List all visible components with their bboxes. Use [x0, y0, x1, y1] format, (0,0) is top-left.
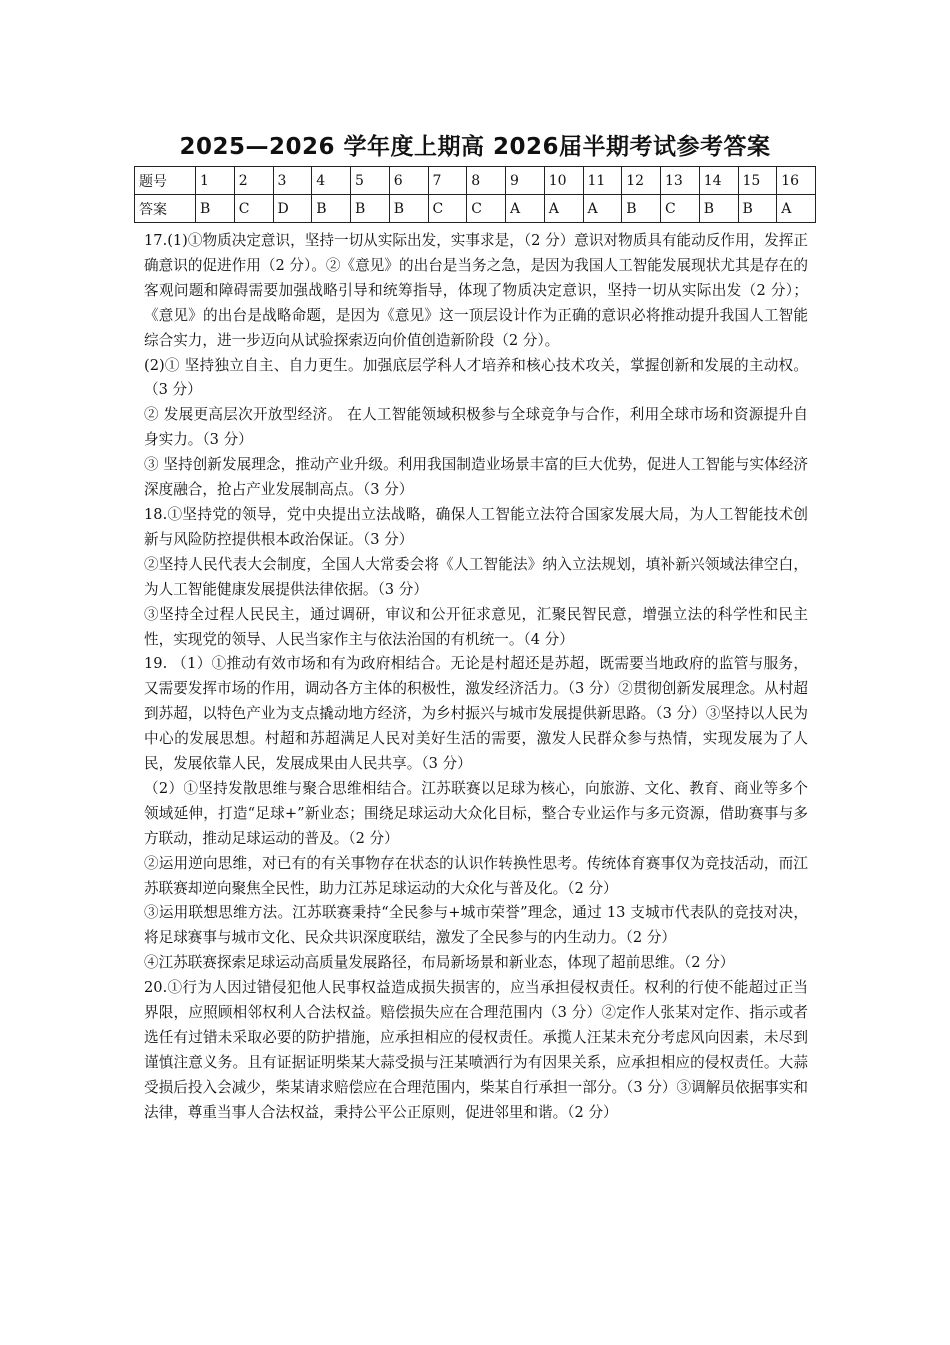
- question-number-cell: 10: [544, 167, 583, 195]
- answer-cell: B: [196, 195, 235, 223]
- question-number-cell: 11: [583, 167, 622, 195]
- question-number-cell: 6: [389, 167, 428, 195]
- answer-cell: A: [583, 195, 622, 223]
- question-number-cell: 1: [196, 167, 235, 195]
- answer-paragraph-19-2-a: （2）①坚持发散思维与聚合思维相结合。江苏联赛以足球为核心，向旅游、文化、教育、商业等多个领域延伸，打造“足球+”新业态；围绕足球运动大众化目标，整合专业运作与多元资源，借助赛事与多方联动，推动足球运动的普及。（2 分）: [144, 779, 808, 847]
- answer-paragraph-20: 20.①行为人因过错侵犯他人民事权益造成损失损害的，应当承担侵权责任。权利的行使不能超过正当界限，应照顾相邻权利人合法权益。赔偿损失应在合理范围内（3 分）②定作人张某对定作、指示或者选任有过错未采取必要的防护措施，应承担相应的侵权责任。承揽人汪某未充分考虑风向因素，未尽到谨慎注意义务。且有证据证明柴某大蒜受损与汪某喷洒行为有因果关系，应承担相应的侵权责任。大蒜受损后投入会减少，柴某请求赔偿应在合理范围内，柴某自行承担一部分。（3 分）③调解员依据事实和法律，尊重当事人合法权益，秉持公平公正原则，促进邻里和谐。（2 分）: [144, 979, 808, 1121]
- answer-paragraph-17-2-c: ③ 坚持创新发展理念，推动产业升级。利用我国制造业场景丰富的巨大优势，促进人工智能与实体经济深度融合，抢占产业发展制高点。（3 分）: [144, 456, 808, 499]
- answer-cell: B: [312, 195, 351, 223]
- answer-cell: B: [699, 195, 738, 223]
- answer-cell: A: [506, 195, 545, 223]
- answer-cell: A: [777, 195, 816, 223]
- answer-cell: C: [428, 195, 467, 223]
- answer-paragraph-18-a: 18.①坚持党的领导，党中央提出立法战略，确保人工智能立法符合国家发展大局，为人工智能技术创新与风险防控提供根本政治保证。（3 分）: [144, 505, 808, 548]
- answer-cell: C: [467, 195, 506, 223]
- answer-cell: C: [661, 195, 700, 223]
- question-number-cell: 5: [351, 167, 390, 195]
- question-number-cell: 12: [622, 167, 661, 195]
- answer-paragraph-18-b: ②坚持人民代表大会制度，全国人大常委会将《人工智能法》纳入立法规划，填补新兴领域法律空白，为人工智能健康发展提供法律依据。（3 分）: [144, 555, 808, 598]
- answer-row: [135, 195, 816, 223]
- question-number-row: [135, 167, 816, 195]
- question-number-cell: 14: [699, 167, 738, 195]
- answer-paragraph-19-1: 19. （1）①推动有效市场和有为政府相结合。无论是村超还是苏超，既需要当地政府的监管与服务，又需要发挥市场的作用，调动各方主体的积极性，激发经济活力。（3 分）②贯彻创新发展理念。从村超到苏超，以特色产业为支点撬动地方经济，为乡村振兴与城市发展提供新思路。（3 分）③坚持以人民为中心的发展思想。村超和苏超满足人民对美好生活的需要，激发人民群众参与热情，实现发展为了人民，发展依靠人民，发展成果由人民共享。（3 分）: [144, 655, 808, 773]
- question-number-cell: 2: [234, 167, 273, 195]
- question-number-cell: 15: [738, 167, 777, 195]
- row-label-question-number: 题号: [135, 167, 196, 195]
- answer-table: [134, 166, 816, 223]
- answer-paragraph-17-1: 17.(1)①物质决定意识，坚持一切从实际出发，实事求是，（2 分）意识对物质具有能动反作用，发挥正确意识的促进作用（2 分）。②《意见》的出台是当务之急，是因为我国人工智能发展现状尤其是存在的客观问题和障碍需要加强战略引导和统筹指导，体现了物质决定意识，坚持一切从实际出发（2 分）；《意见》的出台是战略命题，是因为《意见》这一顶层设计作为正确的意识必将推动提升我国人工智能综合实力，进一步迈向从试验探索迈向价值创造新阶段（2 分）。: [144, 232, 808, 349]
- page-title: 2025—2026 学年度上期高 2026届半期考试参考答案: [179, 134, 771, 160]
- answer-cell: B: [389, 195, 428, 223]
- question-number-cell: 3: [273, 167, 312, 195]
- answer-cell: B: [351, 195, 390, 223]
- answer-paragraph-17-2-b: ② 发展更高层次开放型经济。 在人工智能领域积极参与全球竞争与合作，利用全球市场和资源提升自身实力。（3 分）: [144, 406, 808, 449]
- answer-paragraph-19-2-c: ③运用联想思维方法。江苏联赛秉持“全民参与+城市荣誉”理念，通过 13 支城市代表队的竞技对决，将足球赛事与城市文化、民众共识深度联结，激发了全民参与的内生动力。（2 分）: [144, 904, 808, 947]
- answer-cell: A: [544, 195, 583, 223]
- answer-paragraph-18-c: ③坚持全过程人民民主，通过调研，审议和公开征求意见，汇聚民智民意，增强立法的科学性和民主性，实现党的领导、人民当家作主与依法治国的有机统一。（4 分）: [144, 605, 808, 648]
- answer-paragraph-17-2-a: (2)① 坚持独立自主、自力更生。加强底层学科人才培养和核心技术攻关，掌握创新和发展的主动权。（3 分）: [144, 356, 808, 399]
- question-number-cell: 4: [312, 167, 351, 195]
- question-number-cell: 8: [467, 167, 506, 195]
- row-label-answer: 答案: [135, 195, 196, 223]
- answer-cell: C: [234, 195, 273, 223]
- answer-cell: B: [738, 195, 777, 223]
- answer-content: [144, 229, 808, 1126]
- question-number-cell: 9: [506, 167, 545, 195]
- question-number-cell: 16: [777, 167, 816, 195]
- answer-paragraph-19-2-d: ④江苏联赛探索足球运动高质量发展路径，布局新场景和新业态，体现了超前思维。（2 分）: [144, 954, 735, 972]
- answer-paragraph-19-2-b: ②运用逆向思维，对已有的有关事物存在状态的认识作转换性思考。传统体育赛事仅为竞技活动，而江苏联赛却逆向聚焦全民性，助力江苏足球运动的大众化与普及化。（2 分）: [144, 854, 808, 897]
- answer-cell: D: [273, 195, 312, 223]
- question-number-cell: 13: [661, 167, 700, 195]
- answer-cell: B: [622, 195, 661, 223]
- question-number-cell: 7: [428, 167, 467, 195]
